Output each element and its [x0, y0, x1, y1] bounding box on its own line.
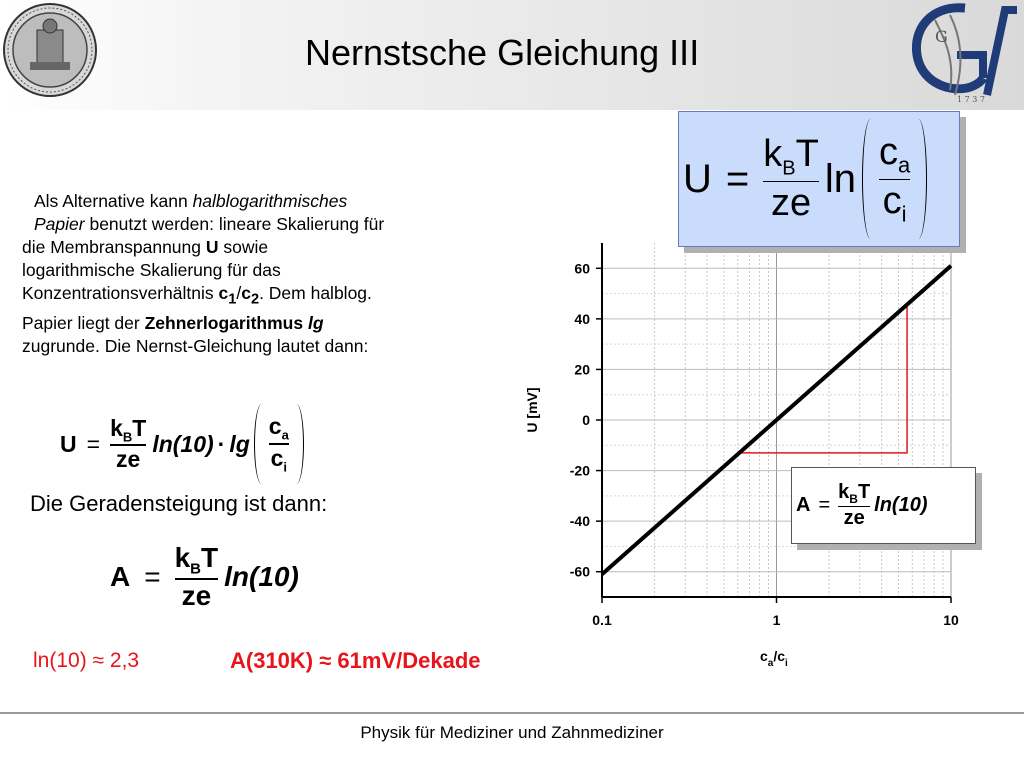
text: k — [838, 481, 850, 503]
text-bold: U — [205, 237, 219, 257]
slope-value-note: A(310K) ≈ 61mV/Dekade — [230, 648, 481, 673]
fraction-denominator: ze — [770, 181, 812, 224]
text: B — [190, 560, 202, 578]
svg-text:1 7 3 7: 1 7 3 7 — [957, 95, 985, 104]
text: c — [268, 413, 282, 440]
fraction-denominator — [879, 180, 910, 228]
formula-ln: ln — [824, 156, 856, 201]
formula-fraction — [838, 481, 870, 530]
formula-ln10: ln(10) — [224, 561, 299, 592]
page-title: Nernstsche Gleichung III — [305, 32, 700, 73]
steigung-text: Die Geradensteigung ist dann: — [30, 491, 328, 516]
formula-ln10: ln(10) — [874, 494, 928, 516]
text-em: halblogarithmisches — [192, 191, 348, 211]
text: Papier liegt der — [22, 312, 145, 333]
formula-U: U — [60, 430, 77, 457]
text: B — [782, 157, 796, 180]
fraction-denominator: ze — [116, 446, 141, 473]
y-tick-label: 40 — [574, 310, 590, 327]
text: benutzt werden: lineare Skalierung für — [84, 214, 385, 234]
text: T — [857, 481, 871, 503]
fraction-numerator — [763, 133, 819, 181]
x-axis-label: $c_a/c_i$ — [760, 648, 788, 669]
text-bold: 2 — [250, 291, 260, 308]
slope-formula-box — [791, 467, 976, 544]
text: T — [201, 542, 219, 574]
x-tick-label: 0.1 — [592, 612, 612, 628]
y-tick-label: 0 — [582, 412, 590, 428]
formula-conc-fraction — [879, 131, 910, 227]
formula-ln10: ln(10) — [152, 430, 214, 457]
y-tick-label: -60 — [569, 563, 590, 580]
paren-right — [910, 119, 927, 239]
text: i — [283, 459, 287, 475]
text: c — [882, 179, 902, 222]
text: T — [132, 414, 147, 441]
text: / — [236, 283, 242, 303]
text: c — [270, 445, 284, 471]
fraction-numerator — [879, 131, 910, 179]
text: k — [174, 542, 191, 574]
nernst-ln-formula — [683, 112, 927, 246]
text: T — [795, 133, 819, 176]
svg-text:G: G — [935, 27, 948, 46]
x-tick-label: 1 — [772, 612, 781, 628]
text: Als Alternative kann — [34, 191, 193, 211]
text-bold: c — [241, 283, 251, 303]
text: c — [878, 130, 898, 173]
paren-left — [862, 119, 879, 239]
y-tick-label: 20 — [574, 361, 590, 378]
text: Konzentrationsverhältnis — [22, 283, 219, 303]
formula-eq: = — [725, 156, 750, 201]
fraction-denominator: ze — [843, 507, 865, 529]
text: B — [849, 492, 858, 506]
formula-fraction — [763, 133, 819, 225]
intro-line: zugrunde. Die Nernst-Gleichung lautet dann: — [22, 335, 369, 356]
formula-eq: = — [818, 494, 831, 516]
slope-formula-small — [796, 468, 928, 543]
fraction-denominator: ze — [181, 579, 212, 611]
nernst-ln-formula-box — [678, 111, 960, 247]
ln10-note: ln(10) ≈ 2,3 — [33, 649, 140, 672]
text: k — [763, 133, 783, 176]
formula-eq: = — [144, 561, 161, 592]
text: a — [897, 152, 911, 178]
text: sowie — [223, 237, 269, 257]
y-axis-label: U [mV] — [524, 387, 540, 433]
text: die Membranspannung — [22, 237, 206, 257]
text: B — [122, 429, 133, 445]
text-em: Papier — [34, 214, 85, 234]
formula-dot: · — [217, 430, 226, 457]
text-bold-italic: lg — [307, 312, 324, 333]
y-tick-label: 60 — [574, 260, 590, 277]
formula-A: A — [796, 494, 811, 516]
text: a — [281, 428, 289, 443]
y-tick-label: -20 — [569, 462, 590, 479]
x-tick-label: 10 — [943, 612, 959, 628]
formula-lg: lg — [229, 430, 250, 457]
footer-divider — [0, 712, 1024, 714]
text: k — [110, 414, 123, 441]
formula-eq: = — [86, 430, 101, 457]
y-tick-label: -40 — [569, 513, 590, 530]
text: i — [901, 201, 907, 227]
text: . Dem halblog. — [259, 283, 372, 303]
text-bold: c — [218, 283, 229, 303]
text-bold: Zehnerlogarithmus — [144, 312, 304, 333]
footer-text: Physik für Mediziner und Zahnmediziner — [360, 723, 664, 742]
intro-line: logarithmische Skalierung für das — [22, 260, 281, 280]
formula-A: A — [110, 561, 131, 592]
fraction-numerator — [838, 481, 870, 506]
formula-U: U — [683, 156, 712, 201]
text-bold: 1 — [228, 291, 237, 308]
